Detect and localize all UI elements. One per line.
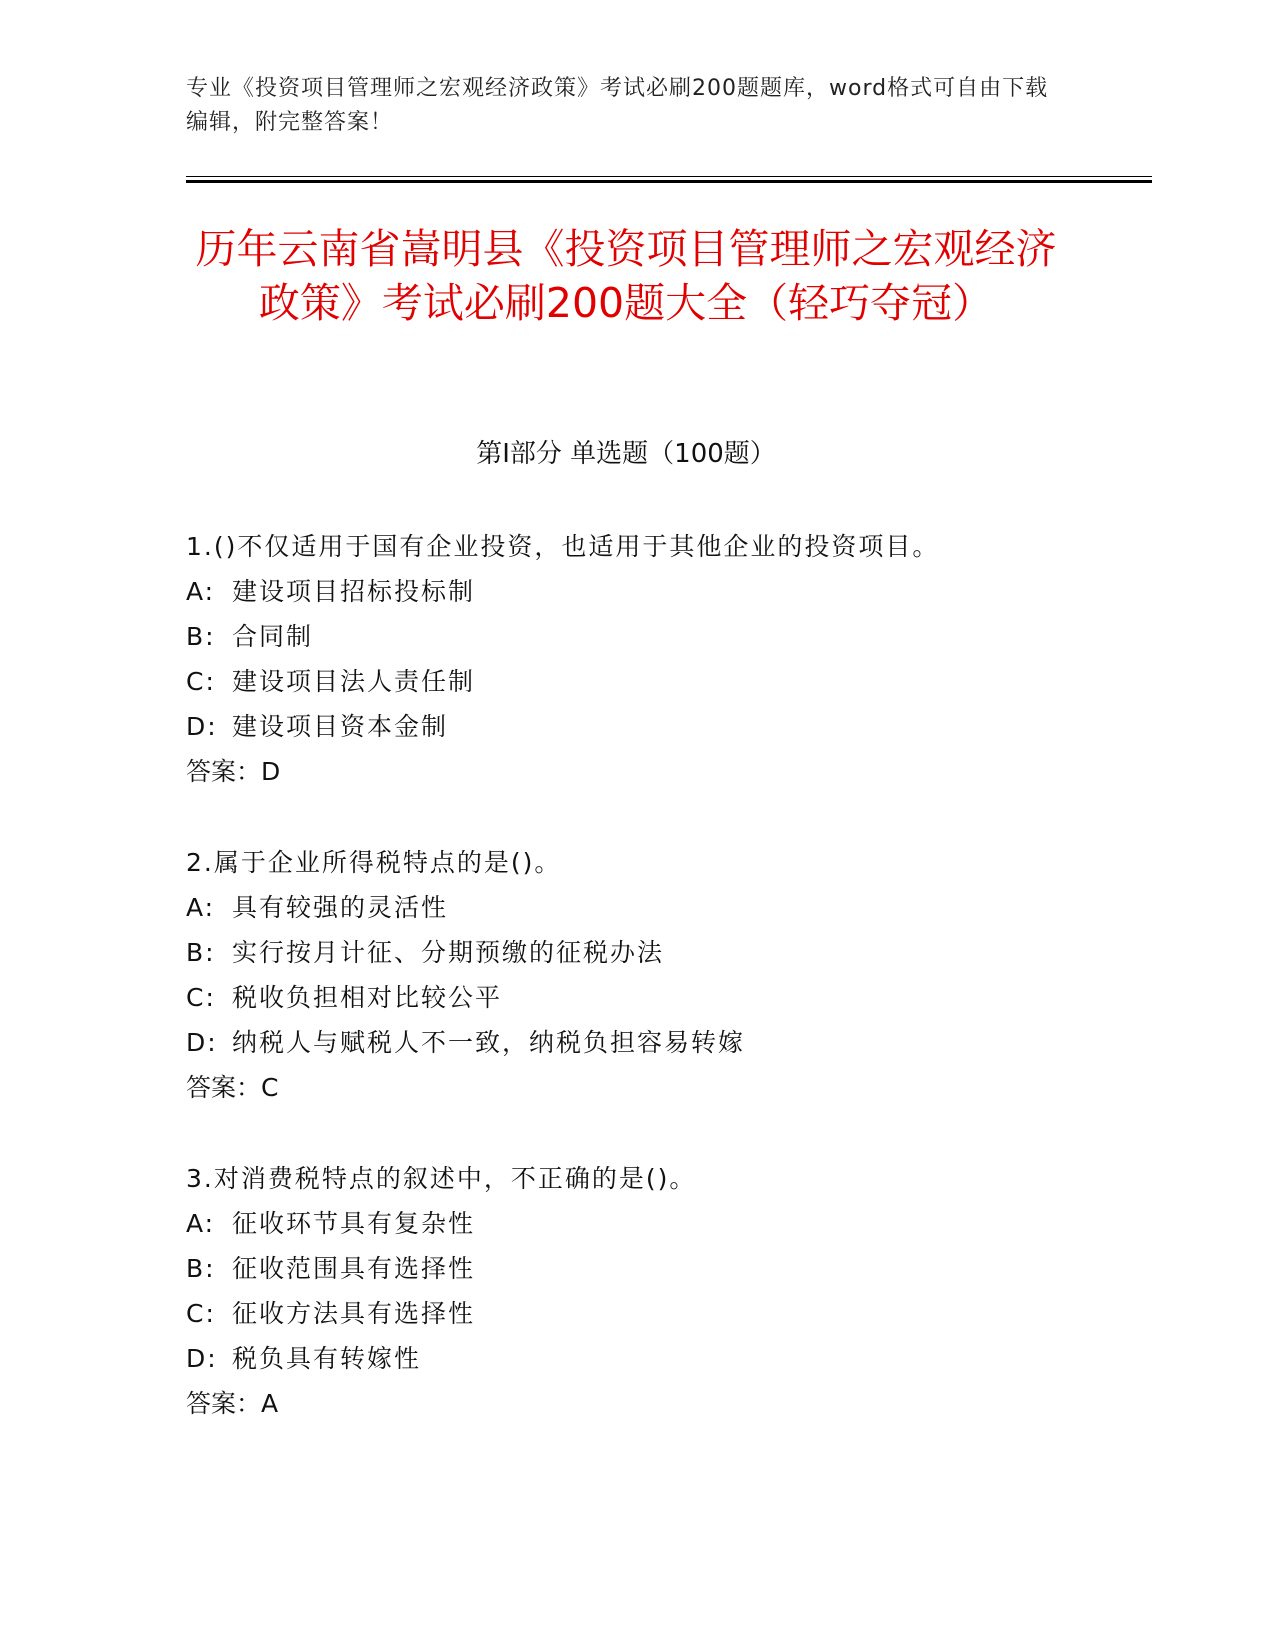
option-c <box>186 975 1136 1020</box>
option-key: D: <box>186 1028 218 1057</box>
question-1 <box>186 524 1136 794</box>
option-key: B: <box>186 622 216 651</box>
option-b <box>186 1246 1136 1291</box>
option-b <box>186 614 1136 659</box>
option-text: 建设项目资本金制 <box>232 712 449 741</box>
option-key: A: <box>186 1209 216 1238</box>
answer-line: 答案：C <box>186 1073 279 1102</box>
header-rule-thin <box>186 176 1152 177</box>
option-text: 征收范围具有选择性 <box>232 1254 476 1283</box>
option-key: B: <box>186 1254 216 1283</box>
question-2 <box>186 840 1136 1110</box>
section-title: 第Ⅰ部分 单选题（100题） <box>476 439 776 469</box>
answer-line: 答案：D <box>186 757 281 786</box>
option-text: 建设项目招标投标制 <box>232 577 476 606</box>
option-key: C: <box>186 1299 216 1328</box>
question-3 <box>186 1156 1136 1426</box>
option-d <box>186 704 1136 749</box>
option-a <box>186 1201 1136 1246</box>
option-key: D: <box>186 1344 218 1373</box>
option-text: 建设项目法人责任制 <box>232 667 476 696</box>
option-text: 实行按月计征、分期预缴的征税办法 <box>232 938 665 967</box>
option-key: C: <box>186 983 216 1012</box>
answer-line: 答案：A <box>186 1389 279 1418</box>
option-text: 征收环节具有复杂性 <box>232 1209 476 1238</box>
option-key: C: <box>186 667 216 696</box>
question-list <box>186 524 1136 1472</box>
option-text: 纳税人与赋税人不一致，纳税负担容易转嫁 <box>232 1028 746 1057</box>
option-key: D: <box>186 712 218 741</box>
option-text: 合同制 <box>232 622 314 651</box>
option-d <box>186 1020 1136 1065</box>
option-c <box>186 1291 1136 1336</box>
document-title: 历年云南省嵩明县《投资项目管理师之宏观经济政策》考试必刷200题大全（轻巧夺冠） <box>195 225 1057 327</box>
option-a <box>186 885 1136 930</box>
option-d <box>186 1336 1136 1381</box>
header-rule-thick <box>186 180 1152 183</box>
option-text: 税收负担相对比较公平 <box>232 983 503 1012</box>
option-a <box>186 569 1136 614</box>
header-note: 专业《投资项目管理师之宏观经济政策》考试必刷200题题库，word格式可自由下载编辑，附完整答案！ <box>186 76 1049 135</box>
question-stem: 2.属于企业所得税特点的是()。 <box>186 848 562 877</box>
option-c <box>186 659 1136 704</box>
option-text: 征收方法具有选择性 <box>232 1299 476 1328</box>
option-key: A: <box>186 893 216 922</box>
option-key: B: <box>186 938 216 967</box>
question-stem: 1.()不仅适用于国有企业投资，也适用于其他企业的投资项目。 <box>186 532 940 561</box>
option-text: 税负具有转嫁性 <box>232 1344 422 1373</box>
question-stem: 3.对消费税特点的叙述中，不正确的是()。 <box>186 1164 697 1193</box>
option-key: A: <box>186 577 216 606</box>
option-text: 具有较强的灵活性 <box>232 893 449 922</box>
option-b <box>186 930 1136 975</box>
